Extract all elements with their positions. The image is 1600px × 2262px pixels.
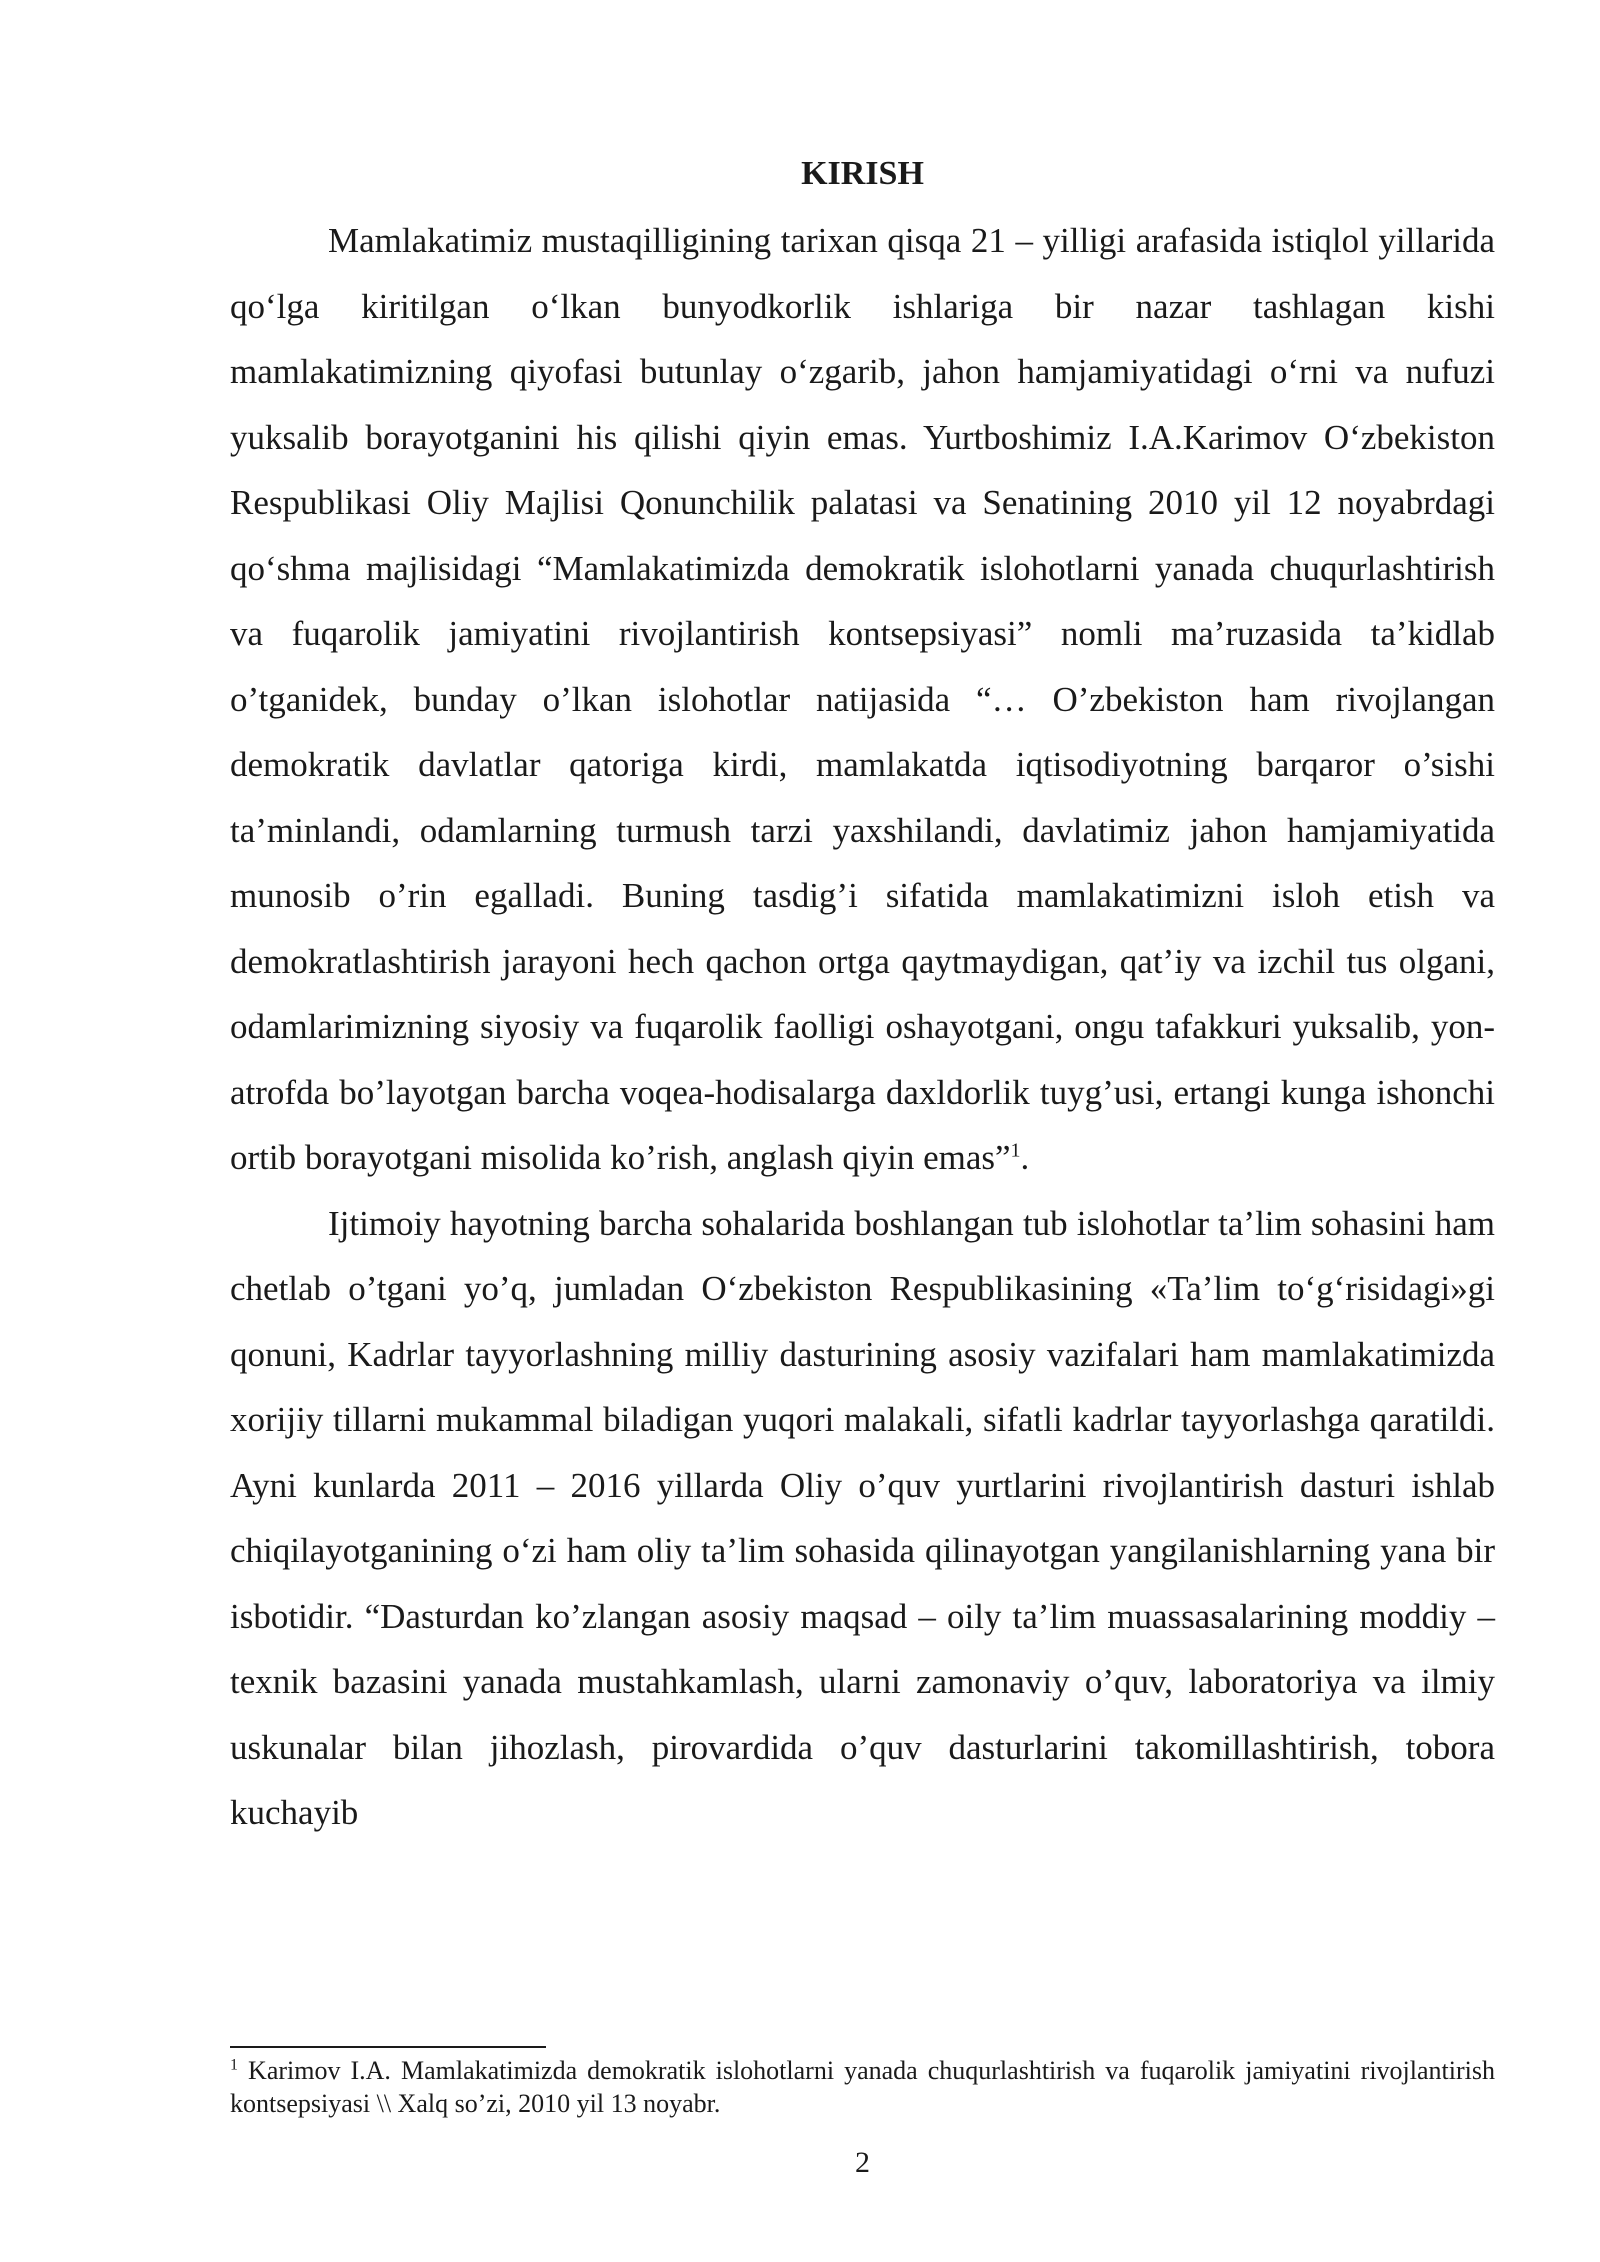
footnote-number: 1	[230, 2056, 238, 2074]
footnote	[230, 2054, 1495, 2120]
body-text	[230, 208, 1495, 1846]
page-number: 2	[855, 2146, 870, 2179]
page-title: KIRISH	[801, 155, 924, 192]
document-page	[230, 0, 1495, 2262]
paragraph-intro-text: Mamlakatimiz mustaqilligining tarixan qisqa 21 – yilligi arafasida istiqlol yillarida qo‘lga kiritilgan o‘lkan bunyodkorlik ishlariga bir nazar tashlagan kishi mamlakatimizning qiyofasi butunlay o‘zgarib, jahon hamjamiyatidagi o‘rni va nufuzi yuksalib borayotganini his qilishi qiyin emas. Yurtboshimiz I.A.Karimov O‘zbekiston Respublikasi Oliy Majlisi Qonunchilik palatasi va Senatining 2010 yil 12 noyabrdagi qo‘shma majlisidagi “Mamlakatimizda demokratik islohotlarni yanada chuqurlashtirish va fuqarolik jamiyatini rivojlantirish kontsepsiyasi” nomli ma’ruzasida ta’kidlab o’tganidek, bunday o’lkan islohotlar natijasida “… O’zbekiston ham rivojlangan demokratik davlatlar qatoriga kirdi, mamlakatda iqtisodiyotning barqaror o’sishi ta’minlandi, odamlarning turmush tarzi yaxshilandi, davlatimiz jahon hamjamiyatida munosib o’rin egalladi. Buning tasdig’i sifatida mamlakatimizni isloh etish va demokratlashtirish jarayoni hech qachon ortga qaytmaydigan, qat’iy va izchil tus olgani, odamlarimizning siyosiy va fuqarolik faolligi oshayotgani, ongu tafakkuri yuksalib, yon-atrofda bo’layotgan barcha voqea-hodisalarga daxldorlik tuyg’usi, ertangi kunga ishonchi ortib borayotgani misolida ko’rish, anglash qiyin emas”	[230, 221, 1495, 1177]
paragraph-education-text: Ijtimoiy hayotning barcha sohalarida boshlangan tub islohotlar ta’lim sohasini ham chetlab o’tgani yo’q, jumladan O‘zbekiston Respublikasining «Ta’lim to‘g‘risidagi»gi qonuni, Kadrlar tayyorlashning milliy dasturining asosiy vazifalari ham mamlakatimizda xorijiy tillarni mukammal biladigan yuqori malakali, sifatli kadrlar tayyorlashga qaratildi. Ayni kunlarda 2011 – 2016 yillarda Oliy o’quv yurtlarini rivojlantirish dasturi ishlab chiqilayotganining o‘zi ham oliy ta’lim sohasida qilinayotgan yangilanishlarning yana bir isbotidir. “Dasturdan ko’zlangan asosiy maqsad – oily ta’lim muassasalarining moddiy – texnik bazasini yanada mustahkamlash, ularni zamonaviy o’quv, laboratoriya va ilmiy uskunalar bilan jihozlash, pirovardida o’quv dasturlarini takomillashtirish, tobora kuchayib	[230, 1203, 1495, 1832]
paragraph-intro-end: .	[1020, 1138, 1030, 1177]
paragraph-intro	[230, 208, 1495, 1191]
footnote-text: Karimov I.A. Mamlakatimizda demokratik islohotlarni yanada chuqurlashtirish va fuqarolik jamiyatini rivojlantirish kontsepsiyasi \\ Xalq so’zi, 2010 yil 13 noyabr.	[230, 2056, 1495, 2118]
footnote-divider	[230, 2046, 546, 2048]
footnote-reference[interactable]: 1	[1010, 1139, 1021, 1162]
paragraph-education	[230, 1191, 1495, 1846]
